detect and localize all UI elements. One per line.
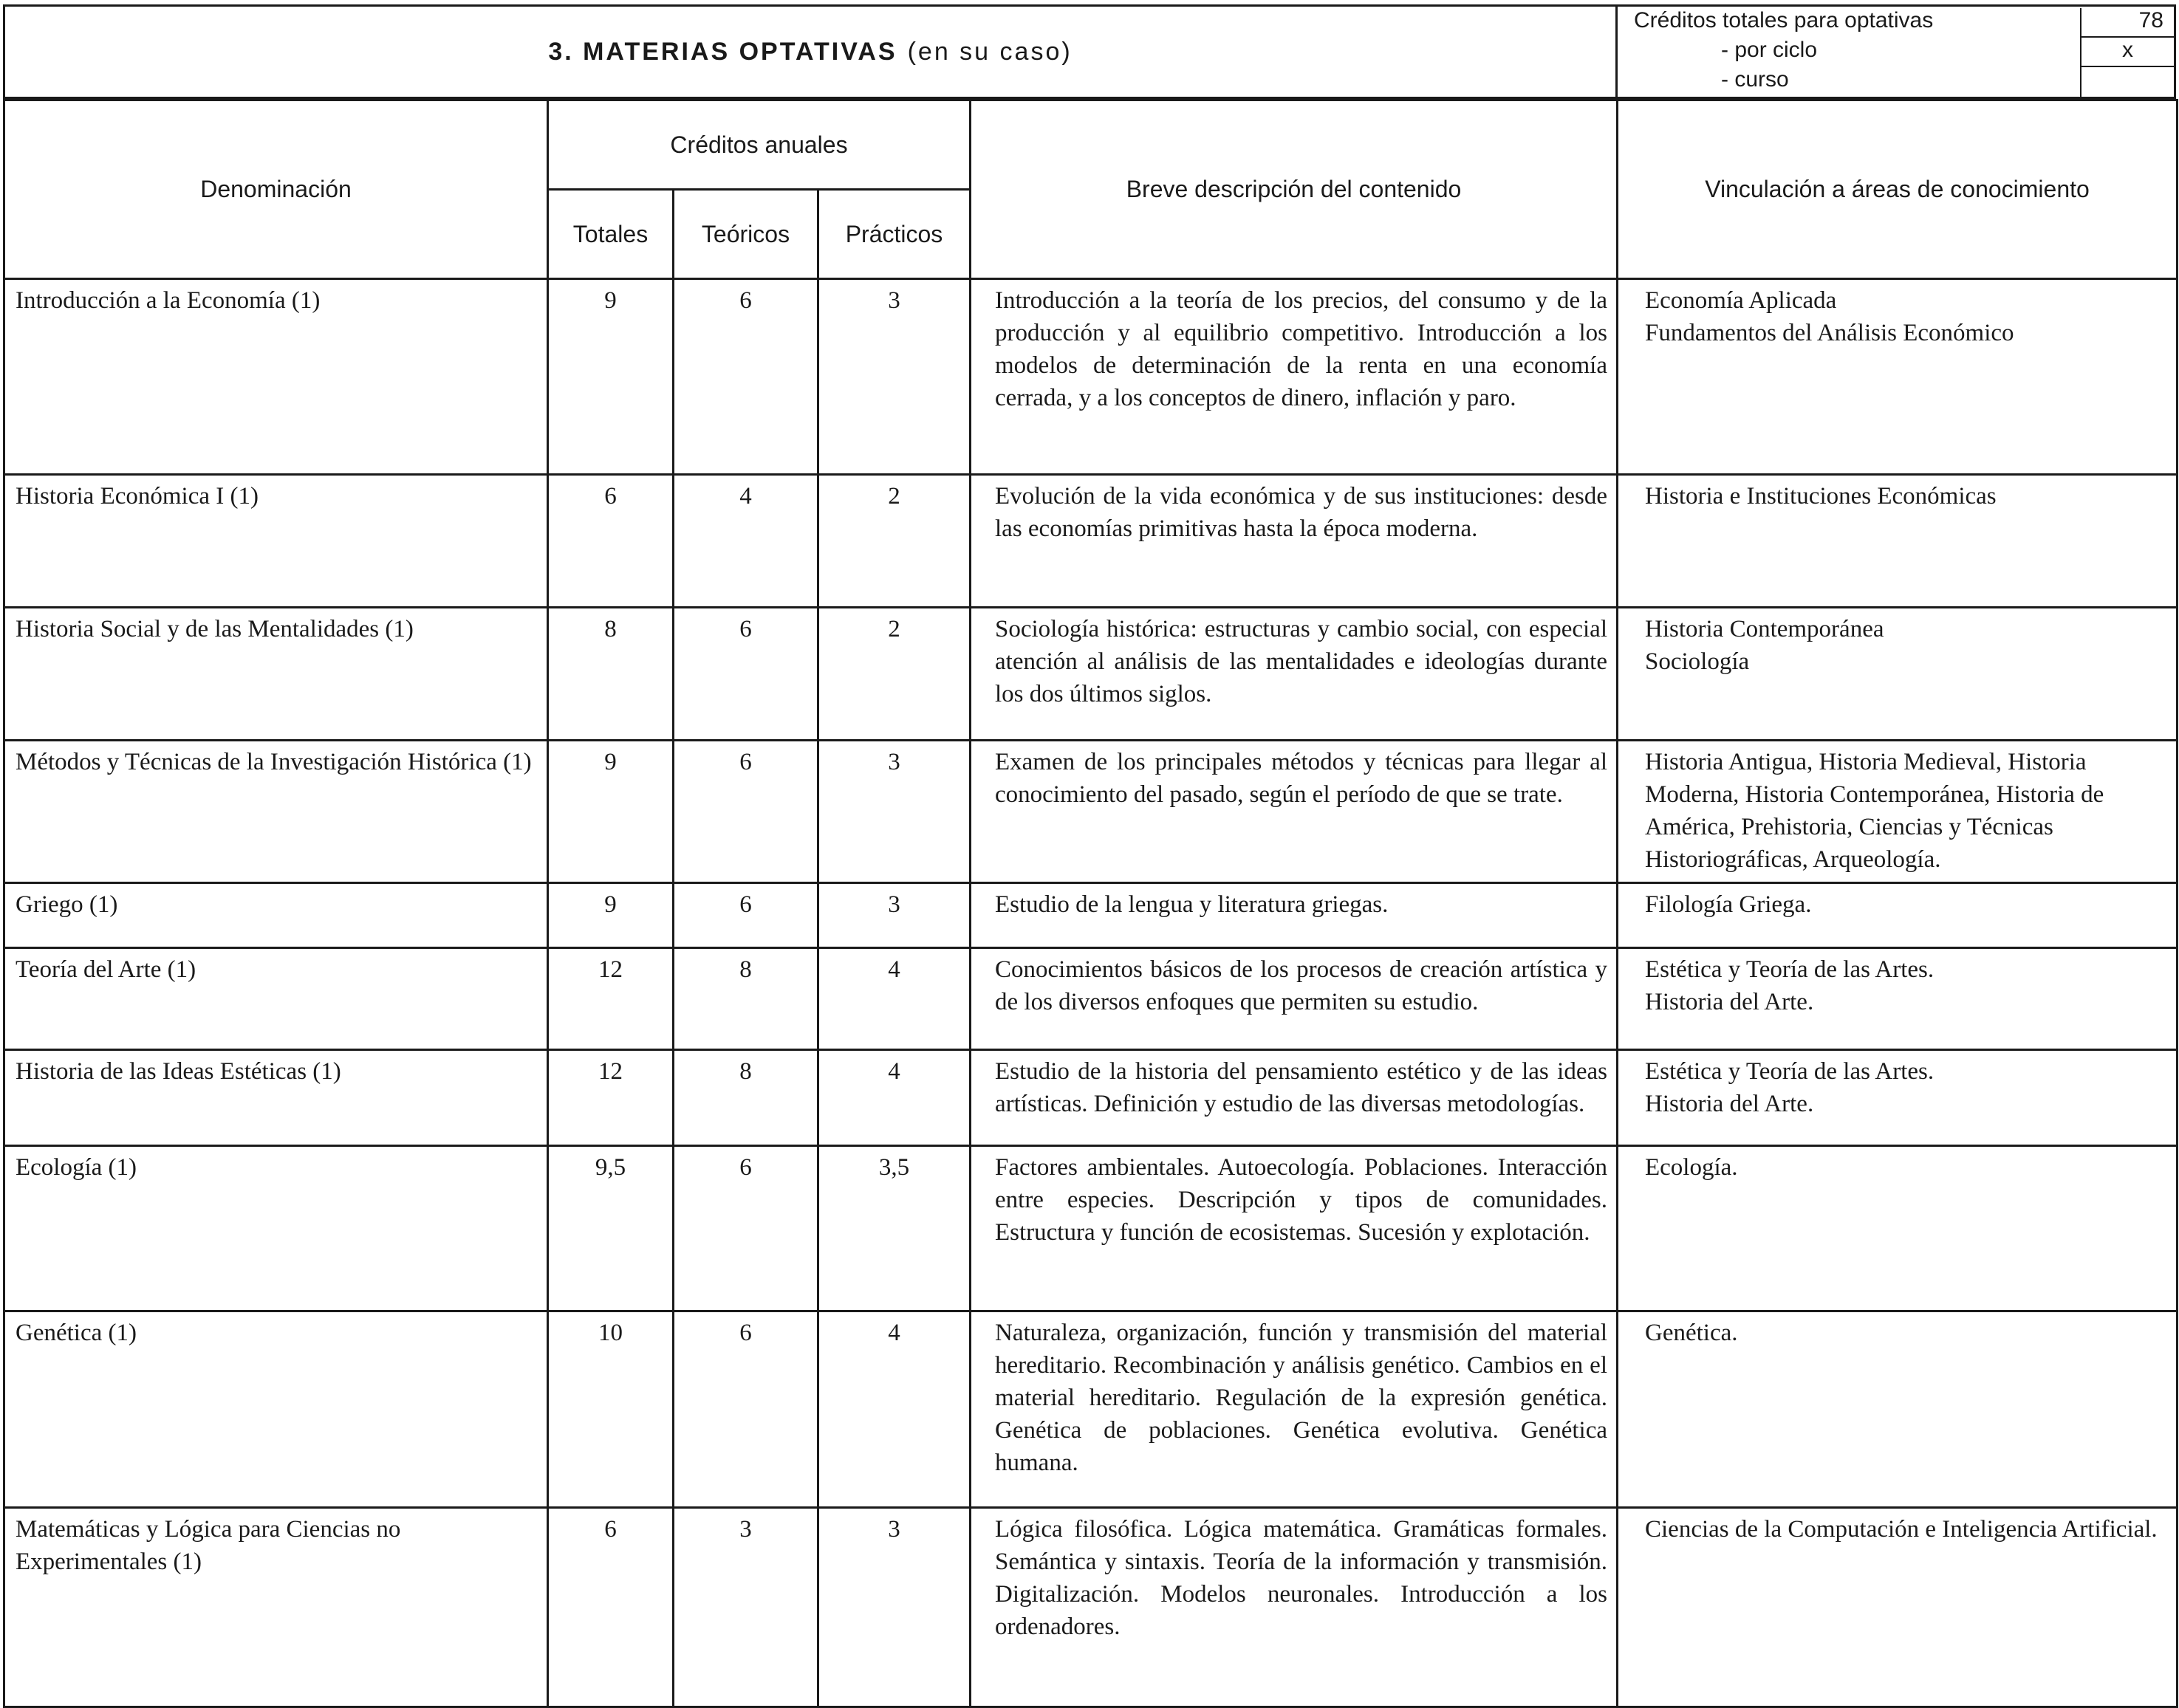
subject-description: Sociología histórica: estructuras y cambio social, con especial atención al análisis de las mentalidades e ideologías durante los dos últimos siglos. xyxy=(971,608,1618,741)
credits-practicos: 4 xyxy=(818,948,971,1050)
credits-practicos: 3 xyxy=(818,279,971,475)
credits-teoricos: 6 xyxy=(674,741,818,883)
col-header-totales: Totales xyxy=(548,190,674,279)
table-row xyxy=(4,1050,2178,1146)
header-block xyxy=(3,4,2176,99)
col-header-teoricos: Teóricos xyxy=(674,190,818,279)
credits-summary xyxy=(1618,7,2174,97)
table-row xyxy=(4,741,2178,883)
col-header-descripcion: Breve descripción del contenido xyxy=(971,100,1618,279)
credits-teoricos: 6 xyxy=(674,279,818,475)
col-header-creditos-anuales: Créditos anuales xyxy=(548,100,971,190)
knowledge-area: Historia Antigua, Historia Medieval, Historia Moderna, Historia Contemporánea, Historia de América, Prehistoria, Ciencias y Técnicas Historiográficas, Arqueología. xyxy=(1645,749,2104,873)
credits-practicos: 3,5 xyxy=(818,1146,971,1311)
knowledge-areas xyxy=(1618,948,2178,1050)
credits-practicos: 3 xyxy=(818,741,971,883)
knowledge-area: Economía Aplicada xyxy=(1645,287,1837,314)
subject-name: Matemáticas y Lógica para Ciencias no Experimentales (1) xyxy=(4,1508,548,1707)
table-row xyxy=(4,1508,2178,1707)
knowledge-areas xyxy=(1618,741,2178,883)
table-row xyxy=(4,1311,2178,1508)
credits-practicos: 4 xyxy=(818,1050,971,1146)
knowledge-areas xyxy=(1618,1050,2178,1146)
credits-totales: 12 xyxy=(548,948,674,1050)
credits-per-cycle-row xyxy=(1618,38,2174,67)
section-title-note: (en su caso) xyxy=(907,37,1073,66)
credits-practicos: 3 xyxy=(818,883,971,948)
knowledge-area: Sociología xyxy=(1645,648,1750,675)
table-row xyxy=(4,608,2178,741)
col-header-denominacion: Denominación xyxy=(4,100,548,279)
knowledge-area: Ciencias de la Computación e Inteligencia Artificial. xyxy=(1645,1516,2158,1543)
table-row xyxy=(4,279,2178,475)
subject-description: Lógica filosófica. Lógica matemática. Gramáticas formales. Semántica y sintaxis. Teoría de la información y transmisión. Digitalización. Modelos neuronales. Introducción a los ordenadores. xyxy=(971,1508,1618,1707)
table-row xyxy=(4,475,2178,608)
optional-subjects-table xyxy=(3,99,2178,1708)
credits-total-label: Créditos totales para optativas xyxy=(1634,8,1934,32)
credits-totales: 9 xyxy=(548,883,674,948)
knowledge-area: Historia del Arte. xyxy=(1645,1091,1814,1117)
knowledge-area: Historia Contemporánea xyxy=(1645,616,1884,642)
section-title-bold: 3. MATERIAS OPTATIVAS xyxy=(548,37,897,66)
table-row xyxy=(4,948,2178,1050)
credits-per-course-label: - curso xyxy=(1721,67,1789,92)
subject-name: Historia Económica I (1) xyxy=(4,475,548,608)
credits-per-cycle-value: x xyxy=(2080,38,2174,67)
credits-teoricos: 8 xyxy=(674,1050,818,1146)
credits-practicos: 3 xyxy=(818,1508,971,1707)
credits-totales: 12 xyxy=(548,1050,674,1146)
knowledge-areas xyxy=(1618,1146,2178,1311)
credits-totales: 9 xyxy=(548,741,674,883)
credits-teoricos: 6 xyxy=(674,883,818,948)
credits-teoricos: 6 xyxy=(674,1311,818,1508)
knowledge-areas xyxy=(1618,883,2178,948)
subject-description: Evolución de la vida económica y de sus instituciones: desde las economías primitivas hasta la época moderna. xyxy=(971,475,1618,608)
subject-name: Historia de las Ideas Estéticas (1) xyxy=(4,1050,548,1146)
table-body xyxy=(4,279,2178,1707)
credits-total-row xyxy=(1618,8,2174,38)
credits-practicos: 2 xyxy=(818,475,971,608)
subject-name: Teoría del Arte (1) xyxy=(4,948,548,1050)
knowledge-areas xyxy=(1618,475,2178,608)
knowledge-areas xyxy=(1618,608,2178,741)
subject-description: Factores ambientales. Autoecología. Poblaciones. Interacción entre especies. Descripción y tipos de comunidades. Estructura y función de ecosistemas. Sucesión y explotación. xyxy=(971,1146,1618,1311)
subject-name: Griego (1) xyxy=(4,883,548,948)
credits-per-cycle-label: - por ciclo xyxy=(1721,38,1818,62)
subject-description: Estudio de la lengua y literatura griegas. xyxy=(971,883,1618,948)
knowledge-areas xyxy=(1618,1311,2178,1508)
knowledge-area: Fundamentos del Análisis Económico xyxy=(1645,320,2014,346)
credits-practicos: 2 xyxy=(818,608,971,741)
subject-description: Estudio de la historia del pensamiento estético y de las ideas artísticas. Definición y estudio de las diversas metodologías. xyxy=(971,1050,1618,1146)
knowledge-areas xyxy=(1618,279,2178,475)
credits-totales: 9 xyxy=(548,279,674,475)
credits-totales: 6 xyxy=(548,1508,674,1707)
credits-teoricos: 4 xyxy=(674,475,818,608)
credits-total-value: 78 xyxy=(2080,8,2174,38)
knowledge-area: Genética. xyxy=(1645,1320,1738,1346)
subject-description: Conocimientos básicos de los procesos de creación artística y de los diversos enfoques que permiten su estudio. xyxy=(971,948,1618,1050)
knowledge-area: Filología Griega. xyxy=(1645,891,1812,918)
credits-per-course-value xyxy=(2080,67,2174,97)
subject-name: Ecología (1) xyxy=(4,1146,548,1311)
table-row xyxy=(4,883,2178,948)
credits-totales: 9,5 xyxy=(548,1146,674,1311)
knowledge-area: Estética y Teoría de las Artes. xyxy=(1645,956,1935,983)
credits-teoricos: 3 xyxy=(674,1508,818,1707)
knowledge-area: Estética y Teoría de las Artes. xyxy=(1645,1058,1935,1085)
knowledge-areas xyxy=(1618,1508,2178,1707)
credits-teoricos: 6 xyxy=(674,608,818,741)
subject-name: Historia Social y de las Mentalidades (1) xyxy=(4,608,548,741)
credits-per-course-row xyxy=(1618,67,2174,97)
subject-name: Introducción a la Economía (1) xyxy=(4,279,548,475)
credits-teoricos: 6 xyxy=(674,1146,818,1311)
col-header-practicos: Prácticos xyxy=(818,190,971,279)
subject-description: Examen de los principales métodos y técnicas para llegar al conocimiento del pasado, según el período de que se trate. xyxy=(971,741,1618,883)
credits-totales: 10 xyxy=(548,1311,674,1508)
credits-totales: 8 xyxy=(548,608,674,741)
credits-totales: 6 xyxy=(548,475,674,608)
subject-description: Introducción a la teoría de los precios, del consumo y de la producción y al equilibrio competitivo. Introducción a los modelos de determinación de la renta en una economía cerrada, y a los conceptos de dinero, inflación y paro. xyxy=(971,279,1618,475)
col-header-vinculacion: Vinculación a áreas de conocimiento xyxy=(1618,100,2178,279)
subject-name: Métodos y Técnicas de la Investigación Histórica (1) xyxy=(4,741,548,883)
knowledge-area: Historia e Instituciones Económicas xyxy=(1645,483,1997,510)
subject-description: Naturaleza, organización, función y transmisión del material hereditario. Recombinación y análisis genético. Cambios en el material hereditario. Regulación de la expresión genética. Genética de poblaciones. Genética evolutiva. Genética humana. xyxy=(971,1311,1618,1508)
subject-name: Genética (1) xyxy=(4,1311,548,1508)
section-title xyxy=(5,7,1618,97)
table-row xyxy=(4,1146,2178,1311)
knowledge-area: Historia del Arte. xyxy=(1645,989,1814,1015)
knowledge-area: Ecología. xyxy=(1645,1154,1738,1181)
credits-practicos: 4 xyxy=(818,1311,971,1508)
credits-teoricos: 8 xyxy=(674,948,818,1050)
